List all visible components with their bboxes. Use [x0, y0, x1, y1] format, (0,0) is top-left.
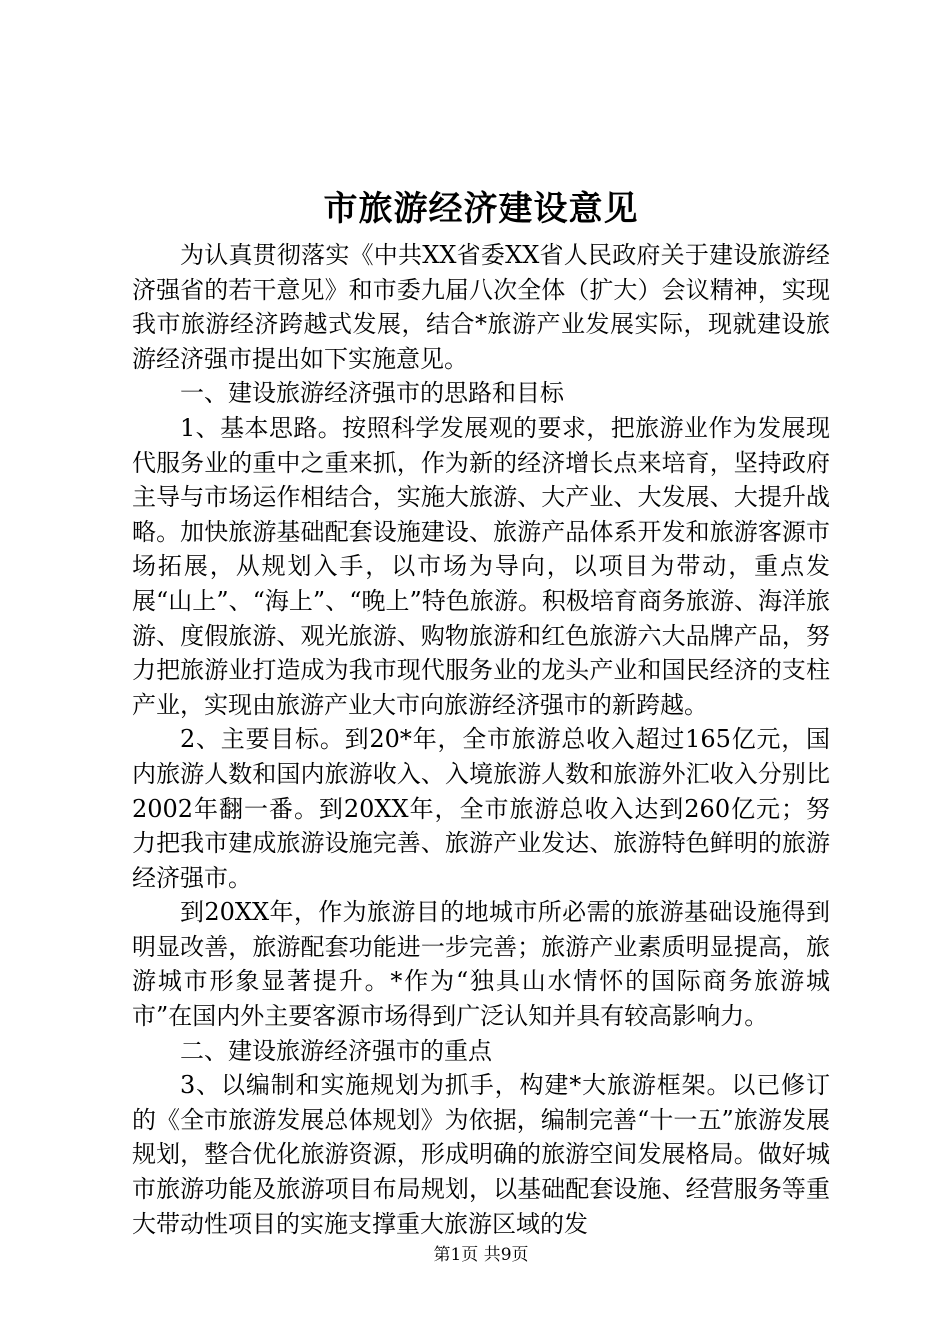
paragraph-planning: 3、以编制和实施规划为抓手，构建*大旅游框架。以已修订的《全市旅游发展总体规划》为依据，编制完善“十一五”旅游发展规划，整合优化旅游资源，形成明确的旅游空间发展格局。做好城市旅游功能及旅游项目布局规划，以基础配套设施、经营服务等重大带动性项目的实施支撑重大旅游区域的发	[132, 1071, 830, 1238]
paragraph-intro: 为认真贯彻落实《中共XX省委XX省人民政府关于建设旅游经济强省的若干意见》和市委九届八次全体（扩大）会议精神，实现我市旅游经济跨越式发展，结合*旅游产业发展实际，现就建设旅游经济强市提出如下实施意见。	[132, 241, 830, 373]
page-footer: 第1页 共9页	[433, 1245, 529, 1265]
document-page	[132, 0, 830, 1344]
section-heading-1: 一、建设旅游经济强市的思路和目标	[180, 379, 564, 408]
document-title: 市旅游经济建设意见	[323, 189, 639, 229]
paragraph-basic-idea: 1、基本思路。按照科学发展观的要求，把旅游业作为发展现代服务业的重中之重来抓，作为新的经济增长点来培育，坚持政府主导与市场运作相结合，实施大旅游、大产业、大发展、大提升战略。加快旅游基础配套设施建设、旅游产品体系开发和旅游客源市场拓展，从规划入手，以市场为导向，以项目为带动，重点发展“山上”、“海上”、“晚上”特色旅游。积极培育商务旅游、海洋旅游、度假旅游、观光旅游、购物旅游和红色旅游六大品牌产品，努力把旅游业打造成为我市现代服务业的龙头产业和国民经济的支柱产业，实现由旅游产业大市向旅游经济强市的新跨越。	[132, 413, 830, 719]
paragraph-main-goals: 2、主要目标。到20*年，全市旅游总收入超过165亿元，国内旅游人数和国内旅游收入、入境旅游人数和旅游外汇收入分别比2002年翻一番。到20XX年，全市旅游总收入达到260亿元；努力把我市建成旅游设施完善、旅游产业发达、旅游特色鲜明的旅游经济强市。	[132, 725, 830, 892]
paragraph-goals-2020: 到20XX年，作为旅游目的地城市所必需的旅游基础设施得到明显改善，旅游配套功能进一步完善；旅游产业素质明显提高，旅游城市形象显著提升。*作为“独具山水情怀的国际商务旅游城市”在国内外主要客源市场得到广泛认知并具有较高影响力。	[132, 898, 830, 1031]
section-heading-2: 二、建设旅游经济强市的重点	[180, 1036, 492, 1065]
document-body	[132, 238, 830, 1241]
